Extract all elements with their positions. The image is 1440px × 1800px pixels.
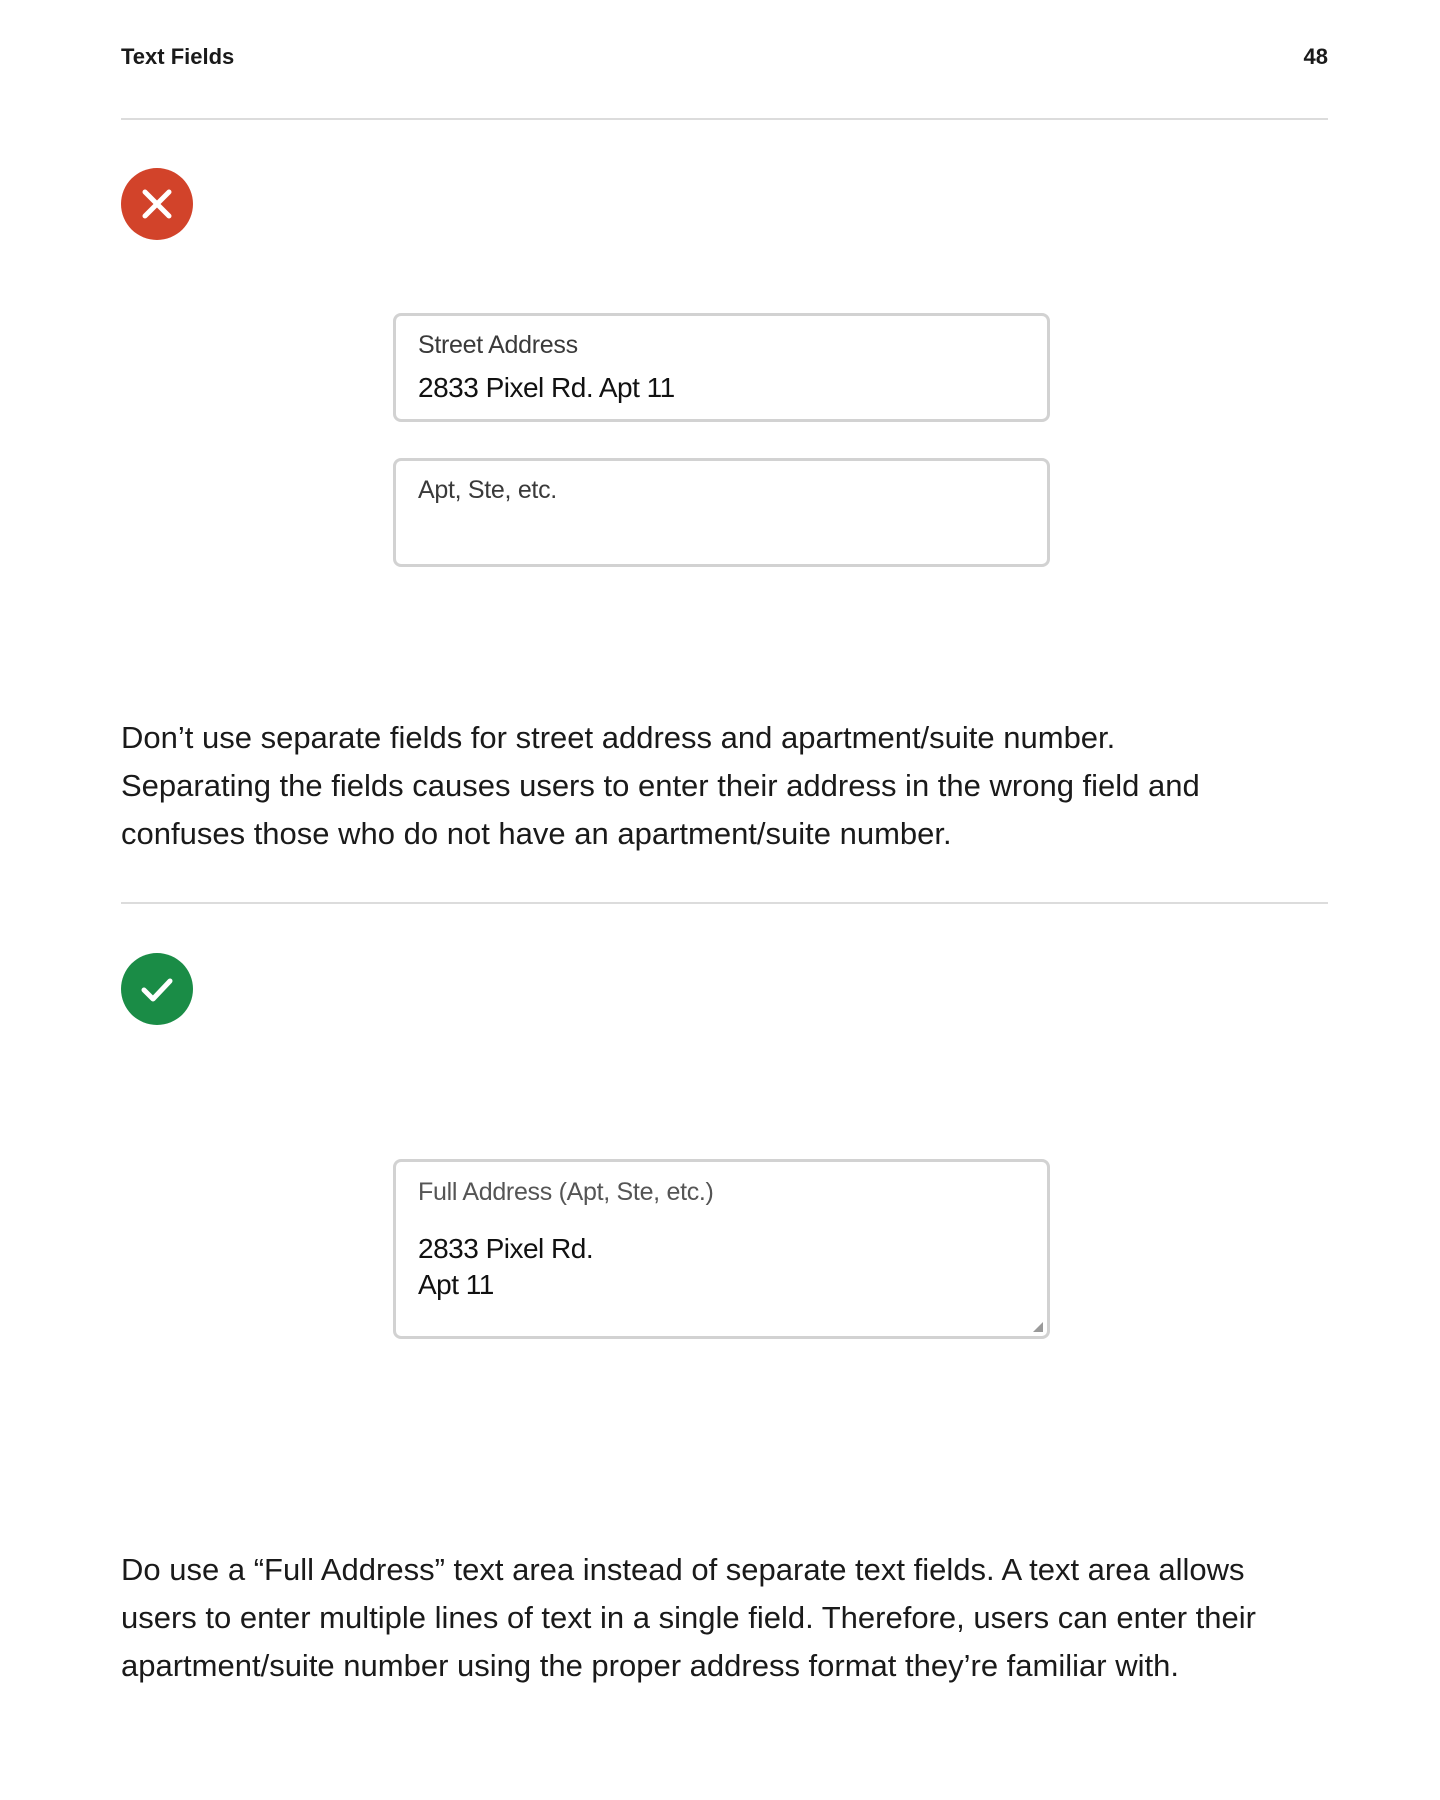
street-address-field[interactable]	[393, 313, 1050, 422]
close-icon	[121, 168, 193, 240]
dont-description	[121, 714, 1331, 858]
full-address-value-line: 2833 Pixel Rd.	[418, 1233, 594, 1264]
resize-handle-icon[interactable]	[1031, 1320, 1043, 1332]
top-divider	[121, 118, 1328, 120]
apt-suite-field[interactable]	[393, 458, 1050, 567]
page-header	[121, 44, 1328, 76]
page-number: 48	[1303, 44, 1328, 69]
section-title: Text Fields	[121, 44, 235, 69]
street-address-label: Street Address	[418, 331, 578, 359]
checkmark-icon	[121, 953, 193, 1025]
full-address-textarea[interactable]	[393, 1159, 1050, 1339]
do-description	[121, 1546, 1331, 1690]
do-description-line: Do use a “Full Address” text area instead of separate text fields. A text area allows	[121, 1552, 1245, 1587]
section-divider	[121, 902, 1328, 904]
do-description-line: apartment/suite number using the proper address format they’re familiar with.	[121, 1648, 1179, 1683]
apt-suite-label: Apt, Ste, etc.	[418, 476, 557, 504]
dont-description-line: Separating the fields causes users to enter their address in the wrong field and	[121, 768, 1200, 803]
street-address-value: 2833 Pixel Rd. Apt 11	[418, 372, 675, 403]
full-address-label: Full Address (Apt, Ste, etc.)	[418, 1178, 714, 1206]
do-description-line: users to enter multiple lines of text in a single field. Therefore, users can enter their	[121, 1600, 1256, 1635]
dont-description-line: confuses those who do not have an apartment/suite number.	[121, 816, 952, 851]
full-address-value-line: Apt 11	[418, 1269, 494, 1300]
dont-description-line: Don’t use separate fields for street address and apartment/suite number.	[121, 720, 1116, 755]
